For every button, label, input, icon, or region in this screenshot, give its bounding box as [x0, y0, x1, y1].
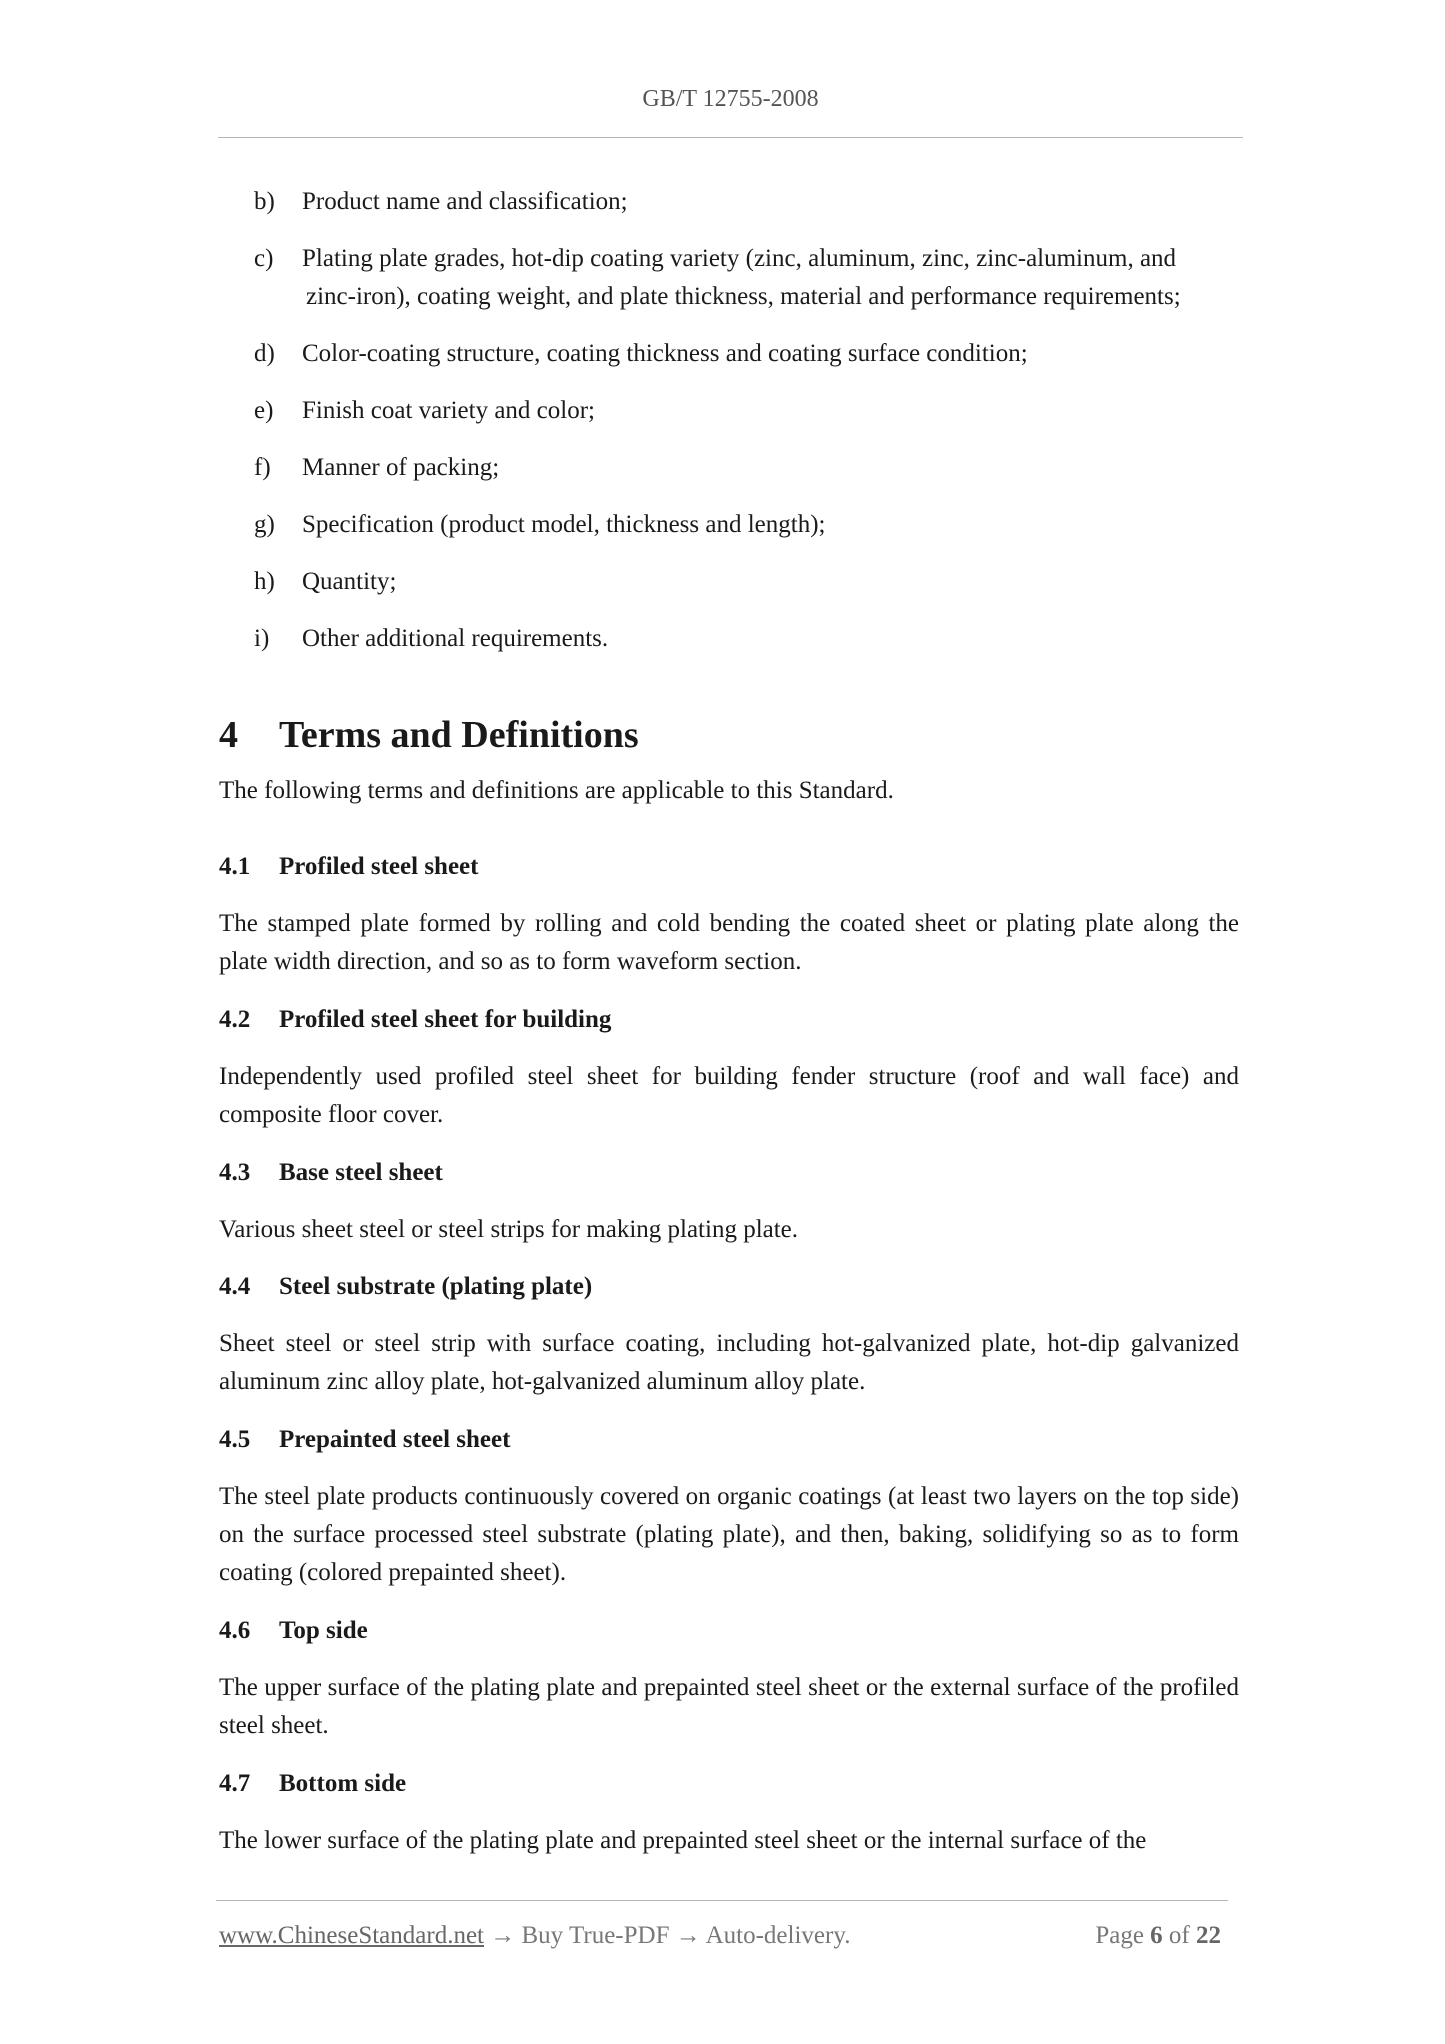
term-definition: The steel plate products continuously covered on organic coatings (at least two layers on the top side) on the surface processed steel substrate (plating plate), and then, baking, solidifying so as to form coating (colored prepainted sheet). — [219, 1483, 1239, 1586]
footer-divider — [216, 1900, 1228, 1901]
term-definition: The stamped plate formed by rolling and cold bending the coated sheet or plating plate along the plate width direction, and so as to form waveform section. — [219, 910, 1239, 975]
auto-delivery-text: Auto-delivery. — [705, 1922, 851, 1949]
list-item-text: Manner of packing; — [302, 454, 500, 481]
term-definition: Independently used profiled steel sheet for building fender structure (roof and wall face) and composite floor cover. — [219, 1063, 1239, 1128]
term-number: 4.3 — [219, 1159, 251, 1186]
arrow-right-icon: → — [675, 1922, 701, 1949]
list-item-text: Product name and classification; — [302, 188, 628, 215]
list-marker: e) — [254, 397, 274, 424]
page-number: 6 — [1150, 1922, 1163, 1949]
page-label: Page — [1095, 1922, 1144, 1949]
term-number: 4.7 — [219, 1770, 251, 1797]
list-item-text: Plating plate grades, hot-dip coating variety (zinc, aluminum, zinc, zinc-aluminum, and — [302, 245, 1177, 272]
list-item — [254, 506, 1239, 544]
term-title: Profiled steel sheet — [279, 853, 479, 880]
list-item-text: Quantity; — [302, 568, 397, 595]
list-item — [254, 183, 1239, 221]
list-item-text: Finish coat variety and color; — [302, 397, 595, 424]
term-title: Base steel sheet — [279, 1159, 443, 1186]
header-divider — [218, 137, 1243, 138]
term-heading — [219, 1268, 592, 1306]
running-header: GB/T 12755-2008 — [642, 86, 819, 112]
term-heading — [219, 1154, 443, 1192]
term-number: 4.6 — [219, 1617, 251, 1644]
of-label: of — [1168, 1922, 1190, 1949]
list-item-text: Color-coating structure, coating thickness and coating surface condition; — [302, 340, 1028, 367]
list-marker: g) — [254, 511, 275, 538]
list-marker: f) — [254, 454, 271, 481]
section-number: 4 — [219, 714, 238, 756]
term-definition: The lower surface of the plating plate and prepainted steel sheet or the internal surface of the — [219, 1827, 1147, 1854]
term-heading — [219, 1421, 510, 1459]
term-heading — [219, 1001, 611, 1039]
list-marker: b) — [254, 188, 275, 215]
list-marker: i) — [254, 625, 270, 652]
list-item — [254, 620, 1239, 658]
list-item-text: Specification (product model, thickness and length); — [302, 511, 826, 538]
term-heading — [219, 848, 478, 886]
term-heading — [219, 1612, 368, 1650]
section-title: Terms and Definitions — [279, 714, 639, 756]
page-counter — [1095, 1918, 1221, 1954]
term-title: Steel substrate (plating plate) — [279, 1273, 593, 1300]
term-heading — [219, 1765, 406, 1803]
list-item — [254, 335, 1239, 373]
term-number: 4.1 — [219, 853, 251, 880]
section-heading — [219, 710, 639, 760]
term-number: 4.4 — [219, 1273, 251, 1300]
buy-pdf-text: Buy True-PDF — [521, 1922, 670, 1949]
list-marker: c) — [254, 245, 274, 272]
list-item — [254, 240, 1239, 316]
term-title: Top side — [279, 1617, 368, 1644]
list-marker: d) — [254, 340, 275, 367]
term-definition: Sheet steel or steel strip with surface coating, including hot-galvanized plate, hot-dip galvanized aluminum zinc alloy plate, hot-galvanized aluminum alloy plate. — [219, 1330, 1239, 1395]
website-link[interactable]: www.ChineseStandard.net — [219, 1922, 484, 1949]
list-item-continuation: zinc-iron), coating weight, and plate thickness, material and performance requirements; — [306, 283, 1181, 310]
list-item — [254, 449, 1239, 487]
arrow-right-icon: → — [490, 1922, 516, 1949]
term-number: 4.5 — [219, 1426, 251, 1453]
term-definition: The upper surface of the plating plate and prepainted steel sheet or the external surface of the profiled steel sheet. — [219, 1674, 1239, 1739]
term-title: Profiled steel sheet for building — [279, 1006, 612, 1033]
term-number: 4.2 — [219, 1006, 251, 1033]
list-item — [254, 392, 1239, 430]
list-item — [254, 563, 1239, 601]
term-definition: Various sheet steel or steel strips for making plating plate. — [219, 1216, 799, 1243]
page-total: 22 — [1196, 1922, 1221, 1949]
list-marker: h) — [254, 568, 275, 595]
term-title: Bottom side — [279, 1770, 407, 1797]
term-title: Prepainted steel sheet — [279, 1426, 511, 1453]
page-footer — [219, 1918, 1229, 1954]
list-item-text: Other additional requirements. — [302, 625, 609, 652]
section-intro: The following terms and definitions are applicable to this Standard. — [219, 777, 894, 804]
